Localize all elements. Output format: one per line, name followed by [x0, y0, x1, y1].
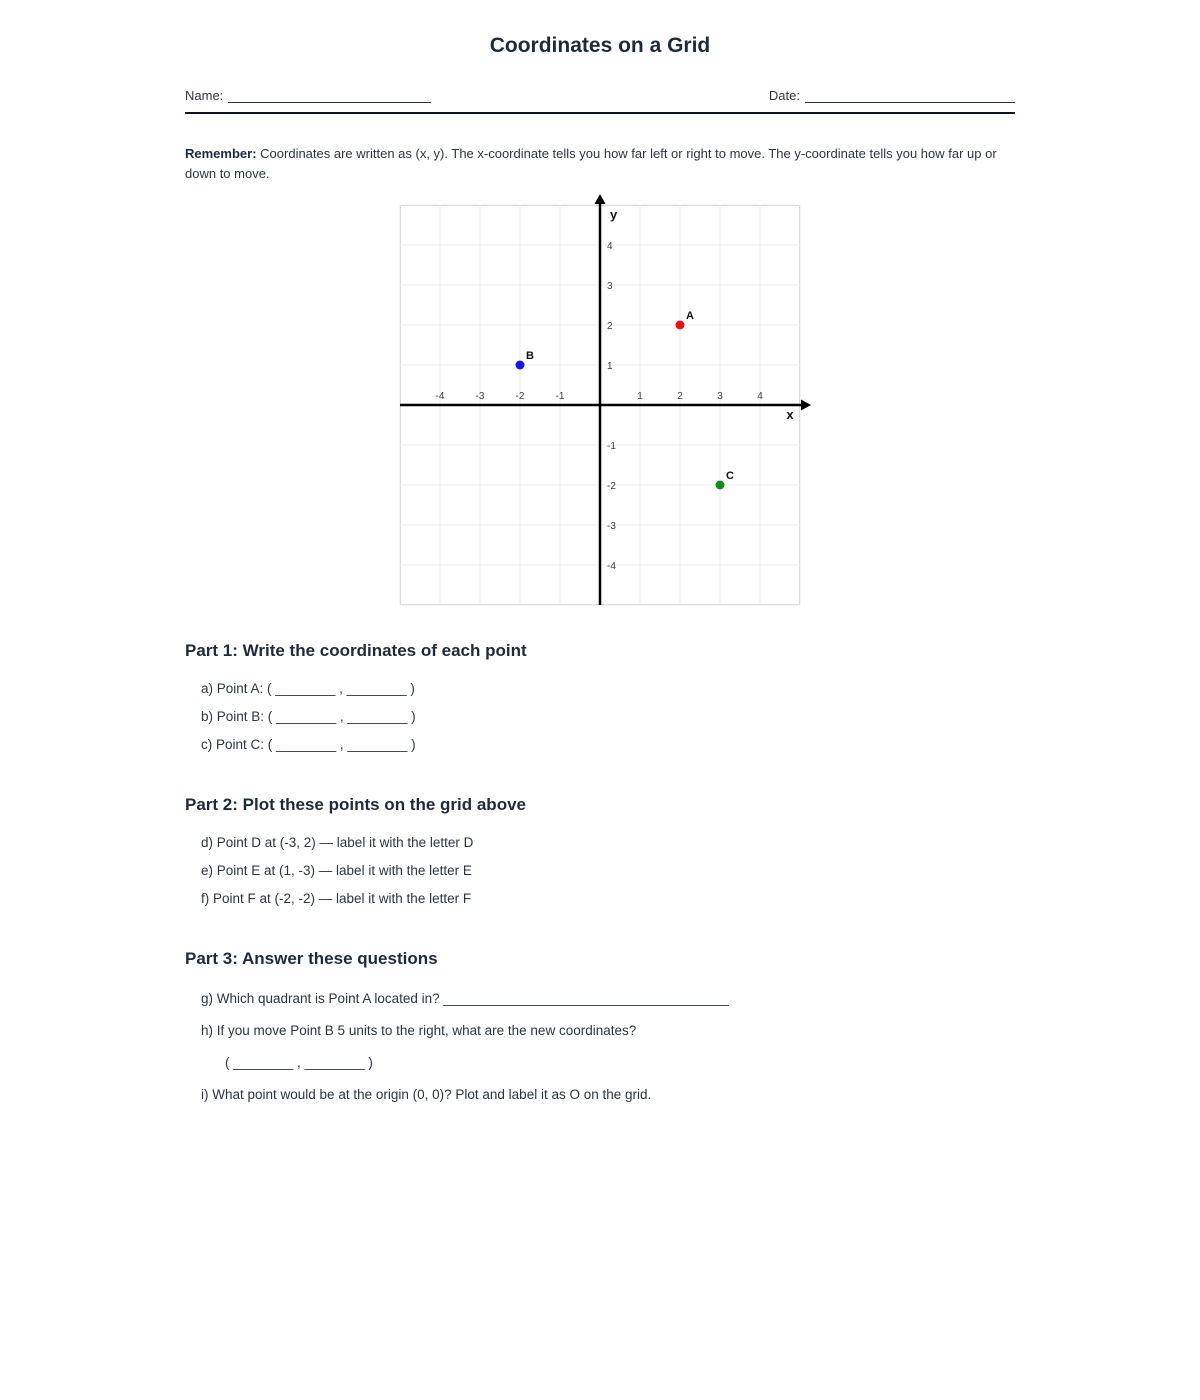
- x-tick-label: -2: [515, 391, 525, 402]
- y-axis-letter: y: [610, 207, 618, 222]
- y-tick-label: -4: [607, 561, 616, 572]
- part1-heading: Part 1: Write the coordinates of each point: [185, 641, 527, 660]
- date-field: [769, 88, 1015, 103]
- part3-item-i: i) What point would be at the origin (0, 0)? Plot and label it as O on the grid.: [201, 1087, 652, 1102]
- remember-text: Coordinates are written as (x, y). The x-coordinate tells you how far left or right to move. The y-coordinate tells you how far up or down to move.: [185, 146, 997, 181]
- y-tick-label: -1: [607, 441, 616, 452]
- part1-item-c: c) Point C: ( ________ , ________ ): [201, 737, 416, 752]
- x-tick-label: -4: [435, 391, 445, 402]
- part2-heading: Part 2: Plot these points on the grid above: [185, 795, 526, 814]
- page-title: Coordinates on a Grid: [489, 34, 711, 57]
- part3-items: [185, 983, 1015, 1111]
- coordinate-grid[interactable]: [400, 205, 800, 605]
- part2-item-e: e) Point E at (1, -3) — label it with the letter E: [201, 863, 472, 878]
- x-tick-label: 4: [757, 391, 763, 402]
- part1-item-b: b) Point B: ( ________ , ________ ): [201, 709, 416, 724]
- y-tick-label: 2: [607, 321, 613, 332]
- y-tick-label: 4: [607, 241, 613, 252]
- name-label: Name:: [185, 88, 224, 103]
- x-tick-label: 2: [677, 391, 683, 402]
- x-axis-arrow: [801, 400, 811, 411]
- x-tick-label: 3: [717, 391, 723, 402]
- grid-point-C: [716, 481, 725, 490]
- x-tick-label: 1: [637, 391, 643, 402]
- remember-label: Remember:: [185, 146, 257, 161]
- grid-container: [185, 205, 1015, 605]
- name-field: [185, 88, 431, 103]
- y-tick-label: -2: [607, 481, 616, 492]
- x-tick-label: -1: [555, 391, 565, 402]
- part3-item-h-blank: ( ________ , ________ ): [225, 1055, 373, 1070]
- x-tick-label: -3: [475, 391, 485, 402]
- part1-items: [185, 675, 1015, 759]
- part3-item-h: h) If you move Point B 5 units to the right, what are the new coordinates?: [201, 1023, 637, 1038]
- part3-item-g: g) Which quadrant is Point A located in? ______________________________________: [201, 991, 729, 1006]
- date-label: Date:: [768, 88, 800, 103]
- y-tick-label: -3: [607, 521, 616, 532]
- name-date-row: [185, 88, 1015, 103]
- grid-point-B: [516, 361, 525, 370]
- part2-item-d: d) Point D at (-3, 2) — label it with the letter D: [201, 835, 474, 850]
- grid-point-A: [676, 321, 685, 330]
- date-input-line[interactable]: [805, 89, 1015, 103]
- grid-point-label-A: A: [686, 310, 694, 322]
- header-divider: [185, 112, 1015, 114]
- remember-note: [185, 144, 1015, 184]
- y-axis-arrow: [595, 194, 606, 204]
- grid-point-label-B: B: [526, 350, 534, 362]
- part2-items: [185, 829, 1015, 913]
- part1-item-a: a) Point A: ( ________ , ________ ): [201, 681, 415, 696]
- part2-item-f: f) Point F at (-2, -2) — label it with the letter F: [201, 891, 472, 906]
- name-input-line[interactable]: [228, 89, 431, 103]
- y-tick-label: 1: [607, 361, 613, 372]
- x-axis-letter: x: [786, 407, 794, 422]
- part3-heading: Part 3: Answer these questions: [185, 949, 438, 968]
- grid-point-label-C: C: [726, 470, 734, 482]
- y-tick-label: 3: [607, 281, 613, 292]
